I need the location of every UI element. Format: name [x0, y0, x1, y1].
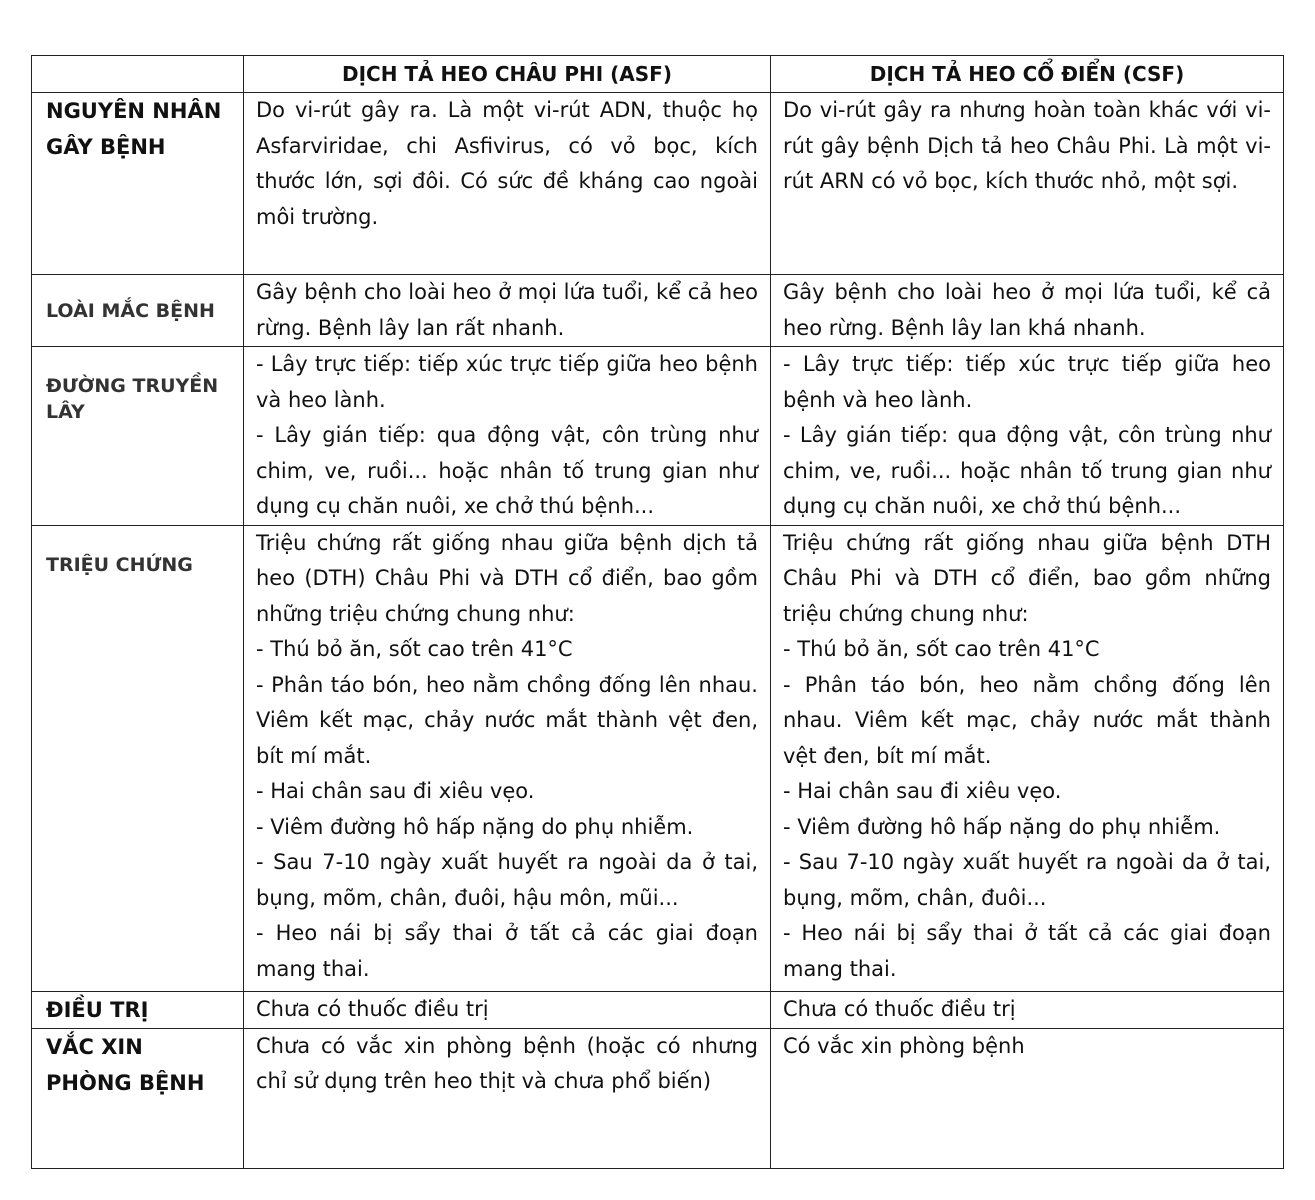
cell-csf-cause: Do vi-rút gây ra nhưng hoàn toàn khác với vi-rút gây bệnh Dịch tả heo Châu Phi. Là một vi-rút ARN có vỏ bọc, kích thước nhỏ, một sợi. [771, 93, 1284, 275]
cell-asf-vaccine: Chưa có vắc xin phòng bệnh (hoặc có nhưng chỉ sử dụng trên heo thịt và chưa phổ biến) [244, 1028, 771, 1168]
csf-transmission-line: - Lây gián tiếp: qua động vật, côn trùng như chim, ve, ruồi... hoặc nhân tố trung gian như dụng cụ chăn nuôi, xe chở thú bệnh... [783, 423, 1271, 518]
comparison-table [31, 55, 1284, 1169]
header-empty-cell [32, 56, 244, 93]
cell-asf-treatment: Chưa có thuốc điều trị [244, 991, 771, 1028]
asf-symptom-line: - Heo nái bị sẩy thai ở tất cả các giai đoạn mang thai. [256, 921, 758, 981]
row-host [32, 275, 1284, 347]
csf-symptom-line: Triệu chứng rất giống nhau giữa bệnh DTH Châu Phi và DTH cổ điển, bao gồm những triệu chứng chung như: [783, 530, 1271, 626]
cell-csf-symptoms [771, 525, 1284, 991]
cell-csf-transmission [771, 347, 1284, 526]
row-treatment [32, 991, 1284, 1028]
row-label-vaccine: VẮC XIN PHÒNG BỆNH [32, 1028, 244, 1168]
header-row [32, 56, 1284, 93]
row-transmission [32, 347, 1284, 526]
header-csf: DỊCH TẢ HEO CỔ ĐIỂN (CSF) [771, 56, 1284, 93]
asf-symptom-line: Triệu chứng rất giống nhau giữa bệnh dịch tả heo (DTH) Châu Phi và DTH cổ điển, bao gồm những triệu chứng chung như: [256, 530, 758, 626]
row-label-treatment: ĐIỀU TRỊ [32, 991, 244, 1028]
cell-csf-treatment: Chưa có thuốc điều trị [771, 991, 1284, 1028]
asf-symptom-line: - Viêm đường hô hấp nặng do phụ nhiễm. [256, 814, 694, 839]
row-symptoms [32, 525, 1284, 991]
asf-transmission-line: - Lây trực tiếp: tiếp xúc trực tiếp giữa heo bệnh và heo lành. [256, 352, 758, 412]
row-label-host: LOÀI MẮC BỆNH [32, 275, 244, 347]
row-label-cause: NGUYÊN NHÂN GÂY BỆNH [32, 93, 244, 275]
row-cause [32, 93, 1284, 275]
csf-symptom-line: - Heo nái bị sẩy thai ở tất cả các giai đoạn mang thai. [783, 921, 1271, 981]
asf-symptom-line: - Thú bỏ ăn, sốt cao trên 41°C [256, 637, 573, 661]
row-label-transmission: ĐƯỜNG TRUYỀN LÂY [32, 347, 244, 526]
csf-symptom-line: - Sau 7-10 ngày xuất huyết ra ngoài da ở tai, bụng, mõm, chân, đuôi... [783, 850, 1271, 910]
row-vaccine [32, 1028, 1284, 1168]
cell-csf-host: Gây bệnh cho loài heo ở mọi lứa tuổi, kể cả heo rừng. Bệnh lây lan khá nhanh. [771, 275, 1284, 347]
cell-asf-cause: Do vi-rút gây ra. Là một vi-rút ADN, thuộc họ Asfarviridae, chi Asfivirus, có vỏ bọc, kích thước lớn, sợi đôi. Có sức đề kháng cao ngoài môi trường. [244, 93, 771, 275]
asf-symptom-line: - Sau 7-10 ngày xuất huyết ra ngoài da ở tai, bụng, mõm, chân, đuôi, hậu môn, mũi... [256, 850, 758, 910]
cell-asf-host: Gây bệnh cho loài heo ở mọi lứa tuổi, kể cả heo rừng. Bệnh lây lan rất nhanh. [244, 275, 771, 347]
header-asf: DỊCH TẢ HEO CHÂU PHI (ASF) [244, 56, 771, 93]
cell-asf-symptoms [244, 525, 771, 991]
csf-symptom-line: - Phân táo bón, heo nằm chồng đống lên nhau. Viêm kết mạc, chảy nước mắt thành vệt đen, bít mí mắt. [783, 672, 1271, 768]
row-label-symptoms: TRIỆU CHỨNG [32, 525, 244, 991]
csf-symptom-line: - Viêm đường hô hấp nặng do phụ nhiễm. [783, 814, 1221, 839]
asf-symptom-line: - Phân táo bón, heo nằm chồng đống lên nhau. Viêm kết mạc, chảy nước mắt thành vệt đen, bít mí mắt. [256, 672, 758, 768]
csf-transmission-line: - Lây trực tiếp: tiếp xúc trực tiếp giữa heo bệnh và heo lành. [783, 352, 1271, 412]
asf-symptom-line: - Hai chân sau đi xiêu vẹo. [256, 779, 535, 803]
cell-asf-transmission [244, 347, 771, 526]
cell-csf-vaccine: Có vắc xin phòng bệnh [771, 1028, 1284, 1168]
csf-symptom-line: - Hai chân sau đi xiêu vẹo. [783, 779, 1062, 803]
asf-transmission-line: - Lây gián tiếp: qua động vật, côn trùng như chim, ve, ruồi... hoặc nhân tố trung gian như dụng cụ chăn nuôi, xe chở thú bệnh... [256, 423, 758, 518]
csf-symptom-line: - Thú bỏ ăn, sốt cao trên 41°C [783, 637, 1100, 661]
